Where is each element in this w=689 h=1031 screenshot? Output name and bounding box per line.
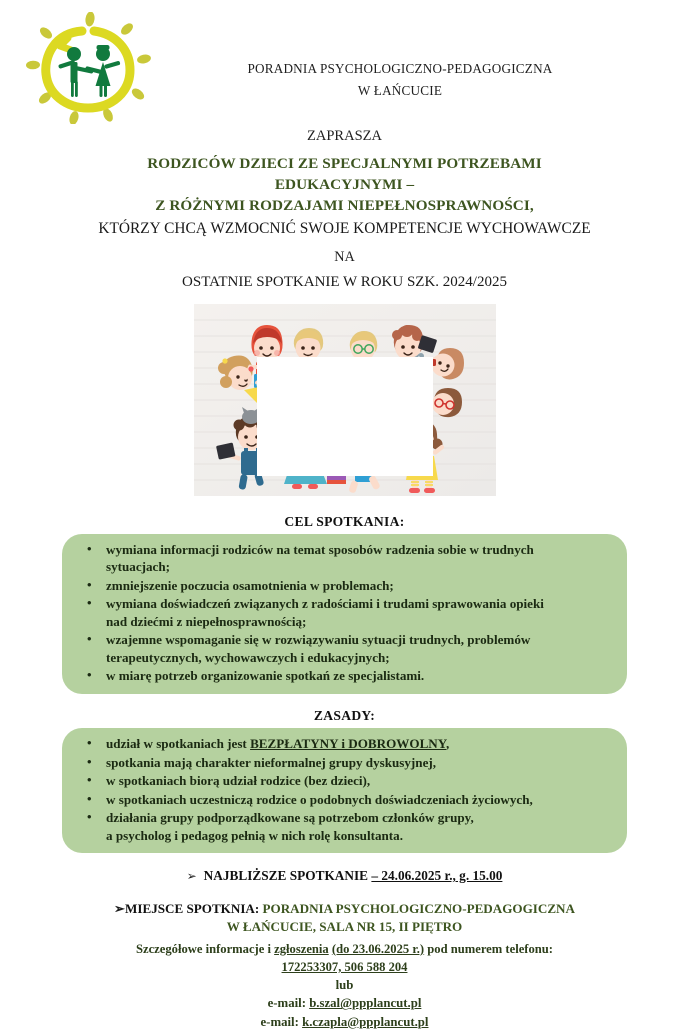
org-name-line-1: PORADNIA PSYCHOLOGICZNO-PEDAGOGICZNA bbox=[247, 61, 553, 76]
zasady-panel bbox=[62, 728, 627, 853]
invitation-na: NA bbox=[334, 248, 355, 265]
list-item-text: w spotkaniach biorą udział rodzice (bez dzieci), bbox=[106, 773, 371, 789]
children-around-banner-image bbox=[194, 304, 496, 496]
list-item-text: udział w spotkaniach jest bbox=[106, 735, 251, 751]
list-item-text: wymiana doświadczeń związanych z radościami i trudami sprawowania opieki bbox=[106, 596, 544, 612]
bottom-info-block bbox=[0, 866, 689, 1031]
details-prefix: Szczegółowe informacje i bbox=[136, 941, 275, 956]
list-item-text: wzajemne wspomaganie się w rozwiązywaniu sytuacji trudnych, problemów bbox=[106, 632, 531, 648]
meeting-place-label: MIEJSCE SPOTKNIA: bbox=[125, 900, 260, 916]
arrow-bullet-icon: ➢ bbox=[186, 869, 197, 884]
invitation-block bbox=[0, 126, 689, 293]
phone-numbers-line bbox=[0, 958, 689, 976]
organization-name bbox=[165, 58, 635, 102]
blank-banner bbox=[257, 357, 433, 476]
list-item bbox=[106, 809, 615, 845]
list-item-text: w miarę potrzeb organizowanie spotkań ze specjalistami. bbox=[106, 668, 425, 684]
cel-spotkania-heading: CEL SPOTKANIA: bbox=[284, 513, 405, 529]
email-address-2[interactable]: k.czapla@ppplancut.pl bbox=[302, 1014, 429, 1029]
list-item bbox=[106, 667, 615, 686]
invitation-black-line: KTÓRZY CHCĄ WZMOCNIĆ SWOJE KOMPETENCJE WYCHOWAWCZE bbox=[98, 220, 591, 238]
list-item bbox=[106, 754, 615, 773]
list-item-suffix: , bbox=[446, 735, 450, 751]
cel-spotkania-panel bbox=[62, 534, 627, 694]
list-item-text: spotkania mają charakter nieformalnej grupy dyskusyjnej, bbox=[106, 754, 437, 770]
invitation-last-line: OSTATNIE SPOTKANIE W ROKU SZK. 2024/2025 bbox=[182, 273, 507, 290]
list-item-text: zmniejszenie poczucia osamotnienia w problemach; bbox=[106, 577, 394, 593]
meeting-place-value-1: PORADNIA PSYCHOLOGICZNO-PEDAGOGICZNA bbox=[262, 900, 575, 916]
org-name-line-2: W ŁAŃCUCIE bbox=[357, 82, 443, 98]
list-item-text: w spotkaniach uczestniczą rodzice o podobnych doświadczeniach życiowych, bbox=[106, 791, 533, 807]
next-meeting-value: – 24.06.2025 r., g. 15.00 bbox=[371, 868, 503, 884]
next-meeting-label: NAJBLIŻSZE SPOTKANIE bbox=[203, 868, 369, 884]
list-item bbox=[106, 791, 615, 810]
email-label: e-mail: bbox=[267, 996, 310, 1011]
children-illustration bbox=[194, 304, 496, 496]
list-item-continuation: nad dziećmi z niepełnosprawnością; bbox=[106, 613, 307, 629]
invitation-green-line-1: RODZICÓW DZIECI ZE SPECJALNYMI POTRZEBAMI bbox=[147, 154, 542, 172]
invitation-green-line-2: EDUKACYJNYMI – bbox=[274, 175, 415, 193]
list-item-continuation: terapeutycznych, wychowawczych i edukacyjnych; bbox=[106, 649, 390, 665]
list-item-text: działania grupy podporządkowane są potrzebom członków grupy, bbox=[106, 810, 474, 826]
lub-separator: lub bbox=[335, 977, 354, 992]
meeting-place-block bbox=[0, 900, 689, 937]
arrow-bullet-icon: ➢ bbox=[114, 900, 125, 916]
organization-logo bbox=[24, 12, 156, 124]
list-item bbox=[106, 631, 615, 667]
zasady-heading: ZASADY: bbox=[313, 707, 376, 723]
contact-details bbox=[0, 940, 689, 1031]
zasady-list bbox=[74, 735, 615, 845]
list-item bbox=[106, 735, 615, 754]
details-deadline: (do 23.06.2025 r.) bbox=[331, 941, 425, 956]
list-item bbox=[106, 595, 615, 631]
list-item-continuation: a psycholog i pedagog pełnią w nich rolę konsultanta. bbox=[106, 827, 403, 843]
phone-numbers[interactable]: 172253307, 506 588 204 bbox=[281, 959, 408, 974]
poster-header bbox=[0, 0, 689, 120]
details-zgloszenia: zgłoszenia bbox=[274, 941, 329, 956]
invitation-green-line-3: Z RÓŻNYMI RODZAJAMI NIEPEŁNOSPRAWNOŚCI, bbox=[155, 196, 534, 214]
details-suffix: pod numerem telefonu: bbox=[424, 941, 553, 956]
invitation-zaprasza: ZAPRASZA bbox=[307, 128, 382, 144]
sun-children-logo-icon bbox=[24, 12, 156, 124]
email-line-2 bbox=[0, 1013, 689, 1031]
list-item bbox=[106, 772, 615, 791]
list-item bbox=[106, 577, 615, 596]
list-item-text: wymiana informacji rodziców na temat sposobów radzenia sobie w trudnych bbox=[106, 541, 534, 557]
list-item bbox=[106, 541, 615, 577]
meeting-place-value-2: W ŁAŃCUCIE, SALA NR 15, II PIĘTRO bbox=[226, 919, 463, 935]
cel-spotkania-list bbox=[74, 541, 615, 686]
list-item-emphasis: BEZPŁATYNY i DOBROWOLNY bbox=[250, 735, 447, 751]
email-line-1 bbox=[0, 994, 689, 1012]
email-label: e-mail: bbox=[260, 1014, 303, 1029]
meeting-place-line-1 bbox=[0, 900, 689, 919]
list-item-continuation: sytuacjach; bbox=[106, 559, 171, 575]
email-address-1[interactable]: b.szal@ppplancut.pl bbox=[309, 996, 422, 1011]
next-meeting-line bbox=[0, 866, 689, 885]
contact-details-line bbox=[0, 940, 689, 958]
